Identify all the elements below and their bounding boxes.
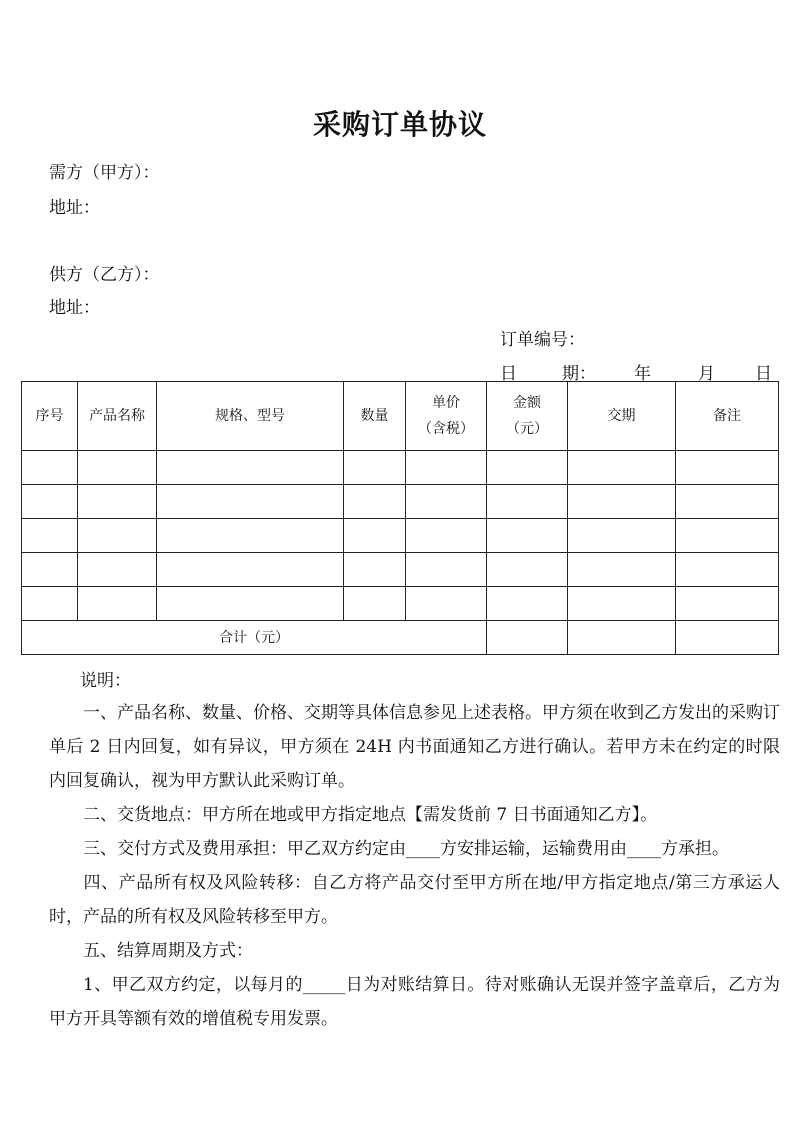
header-amount-line2: （元） bbox=[506, 421, 548, 437]
table-cell[interactable] bbox=[78, 553, 157, 587]
note-item-4 bbox=[49, 866, 780, 934]
note-item-3-text: 三、交付方式及费用承担：甲乙双方约定由____方安排运输，运输费用由____方承担。 bbox=[83, 839, 729, 859]
table-cell[interactable] bbox=[157, 553, 344, 587]
header-unit-price-line2: （含税） bbox=[418, 421, 474, 437]
table-cell[interactable] bbox=[568, 519, 676, 553]
note-item-2-text: 二、交货地点：甲方所在地或甲方指定地点【需发货前 7 日书面通知乙方】。 bbox=[83, 805, 658, 825]
table-cell[interactable] bbox=[487, 519, 568, 553]
table-cell[interactable] bbox=[157, 587, 344, 621]
table-cell[interactable] bbox=[406, 519, 487, 553]
table-cell[interactable] bbox=[568, 587, 676, 621]
table-cell[interactable] bbox=[406, 485, 487, 519]
note-item-5-1-text: 1、甲乙双方约定，以每月的_____日为对账结算日。待对账确认无误并签字盖章后，乙方为甲方开具等额有效的增值税专用发票。 bbox=[49, 975, 780, 1029]
table-cell[interactable] bbox=[344, 587, 406, 621]
note-item-2 bbox=[49, 798, 780, 832]
total-remarks-cell[interactable] bbox=[676, 621, 779, 655]
total-label: 合计（元） bbox=[22, 621, 487, 655]
header-amount bbox=[487, 382, 568, 451]
header-delivery: 交期 bbox=[568, 382, 676, 451]
header-remarks: 备注 bbox=[676, 382, 779, 451]
header-spec: 规格、型号 bbox=[157, 382, 344, 451]
table-total-row bbox=[22, 621, 779, 655]
table-cell[interactable] bbox=[157, 451, 344, 485]
header-no: 序号 bbox=[22, 382, 78, 451]
note-item-5-text: 五、结算周期及方式： bbox=[83, 941, 253, 961]
table-row bbox=[22, 587, 779, 621]
note-item-5-1 bbox=[49, 968, 780, 1036]
table-header-row bbox=[22, 382, 779, 451]
table-cell[interactable] bbox=[487, 553, 568, 587]
table-cell[interactable] bbox=[78, 519, 157, 553]
buyer-address-label: 地址： bbox=[49, 198, 100, 218]
notes-heading: 说明： bbox=[80, 671, 131, 691]
note-item-3 bbox=[49, 832, 780, 866]
table-cell[interactable] bbox=[487, 587, 568, 621]
table-cell[interactable] bbox=[568, 485, 676, 519]
header-amount-line1: 金额 bbox=[513, 395, 541, 411]
table-row bbox=[22, 519, 779, 553]
date-label-1: 日 bbox=[500, 364, 517, 384]
header-unit-price bbox=[406, 382, 487, 451]
table-cell[interactable] bbox=[157, 485, 344, 519]
table-cell[interactable] bbox=[22, 485, 78, 519]
table-cell[interactable] bbox=[676, 553, 779, 587]
total-delivery-cell[interactable] bbox=[568, 621, 676, 655]
table-cell[interactable] bbox=[22, 587, 78, 621]
supplier-label: 供方（乙方）： bbox=[49, 265, 160, 285]
table-cell[interactable] bbox=[344, 485, 406, 519]
table-cell[interactable] bbox=[676, 519, 779, 553]
table-cell[interactable] bbox=[157, 519, 344, 553]
table-cell[interactable] bbox=[78, 587, 157, 621]
table-cell[interactable] bbox=[568, 451, 676, 485]
header-product-name: 产品名称 bbox=[78, 382, 157, 451]
table-cell[interactable] bbox=[22, 451, 78, 485]
note-item-1 bbox=[49, 696, 780, 798]
date-label-2: 期： bbox=[562, 364, 596, 384]
table-cell[interactable] bbox=[344, 553, 406, 587]
table-cell[interactable] bbox=[22, 553, 78, 587]
table-cell[interactable] bbox=[22, 519, 78, 553]
order-number-label: 订单编号： bbox=[500, 330, 585, 350]
date-year: 年 bbox=[634, 364, 651, 384]
table-cell[interactable] bbox=[676, 451, 779, 485]
note-item-1-text: 一、产品名称、数量、价格、交期等具体信息参见上述表格。甲方须在收到乙方发出的采购订单后 2 日内回复，如有异议，甲方须在 24H 内书面通知乙方进行确认。若甲方未在约定的时限内回复确认，视为甲方默认此采购订单。 bbox=[49, 703, 780, 791]
supplier-address-label: 地址： bbox=[49, 298, 100, 318]
table-cell[interactable] bbox=[406, 451, 487, 485]
note-item-5 bbox=[49, 934, 780, 968]
table-cell[interactable] bbox=[568, 553, 676, 587]
table-cell[interactable] bbox=[406, 587, 487, 621]
header-qty: 数量 bbox=[344, 382, 406, 451]
table-cell[interactable] bbox=[344, 451, 406, 485]
note-item-4-text: 四、产品所有权及风险转移：自乙方将产品交付至甲方所在地/甲方指定地点/第三方承运人时，产品的所有权及风险转移至甲方。 bbox=[49, 873, 780, 927]
table-cell[interactable] bbox=[406, 553, 487, 587]
table-cell[interactable] bbox=[487, 485, 568, 519]
table-row bbox=[22, 553, 779, 587]
table-row bbox=[22, 451, 779, 485]
page-title: 采购订单协议 bbox=[312, 108, 487, 141]
order-table bbox=[21, 381, 779, 655]
buyer-label: 需方（甲方）： bbox=[49, 163, 160, 183]
table-cell[interactable] bbox=[78, 451, 157, 485]
header-unit-price-line1: 单价 bbox=[432, 395, 460, 411]
total-amount-cell[interactable] bbox=[487, 621, 568, 655]
table-cell[interactable] bbox=[344, 519, 406, 553]
table-row bbox=[22, 485, 779, 519]
table-cell[interactable] bbox=[676, 587, 779, 621]
table-cell[interactable] bbox=[78, 485, 157, 519]
date-month: 月 bbox=[698, 364, 715, 384]
date-day: 日 bbox=[755, 364, 772, 384]
table-cell[interactable] bbox=[676, 485, 779, 519]
table-cell[interactable] bbox=[487, 451, 568, 485]
